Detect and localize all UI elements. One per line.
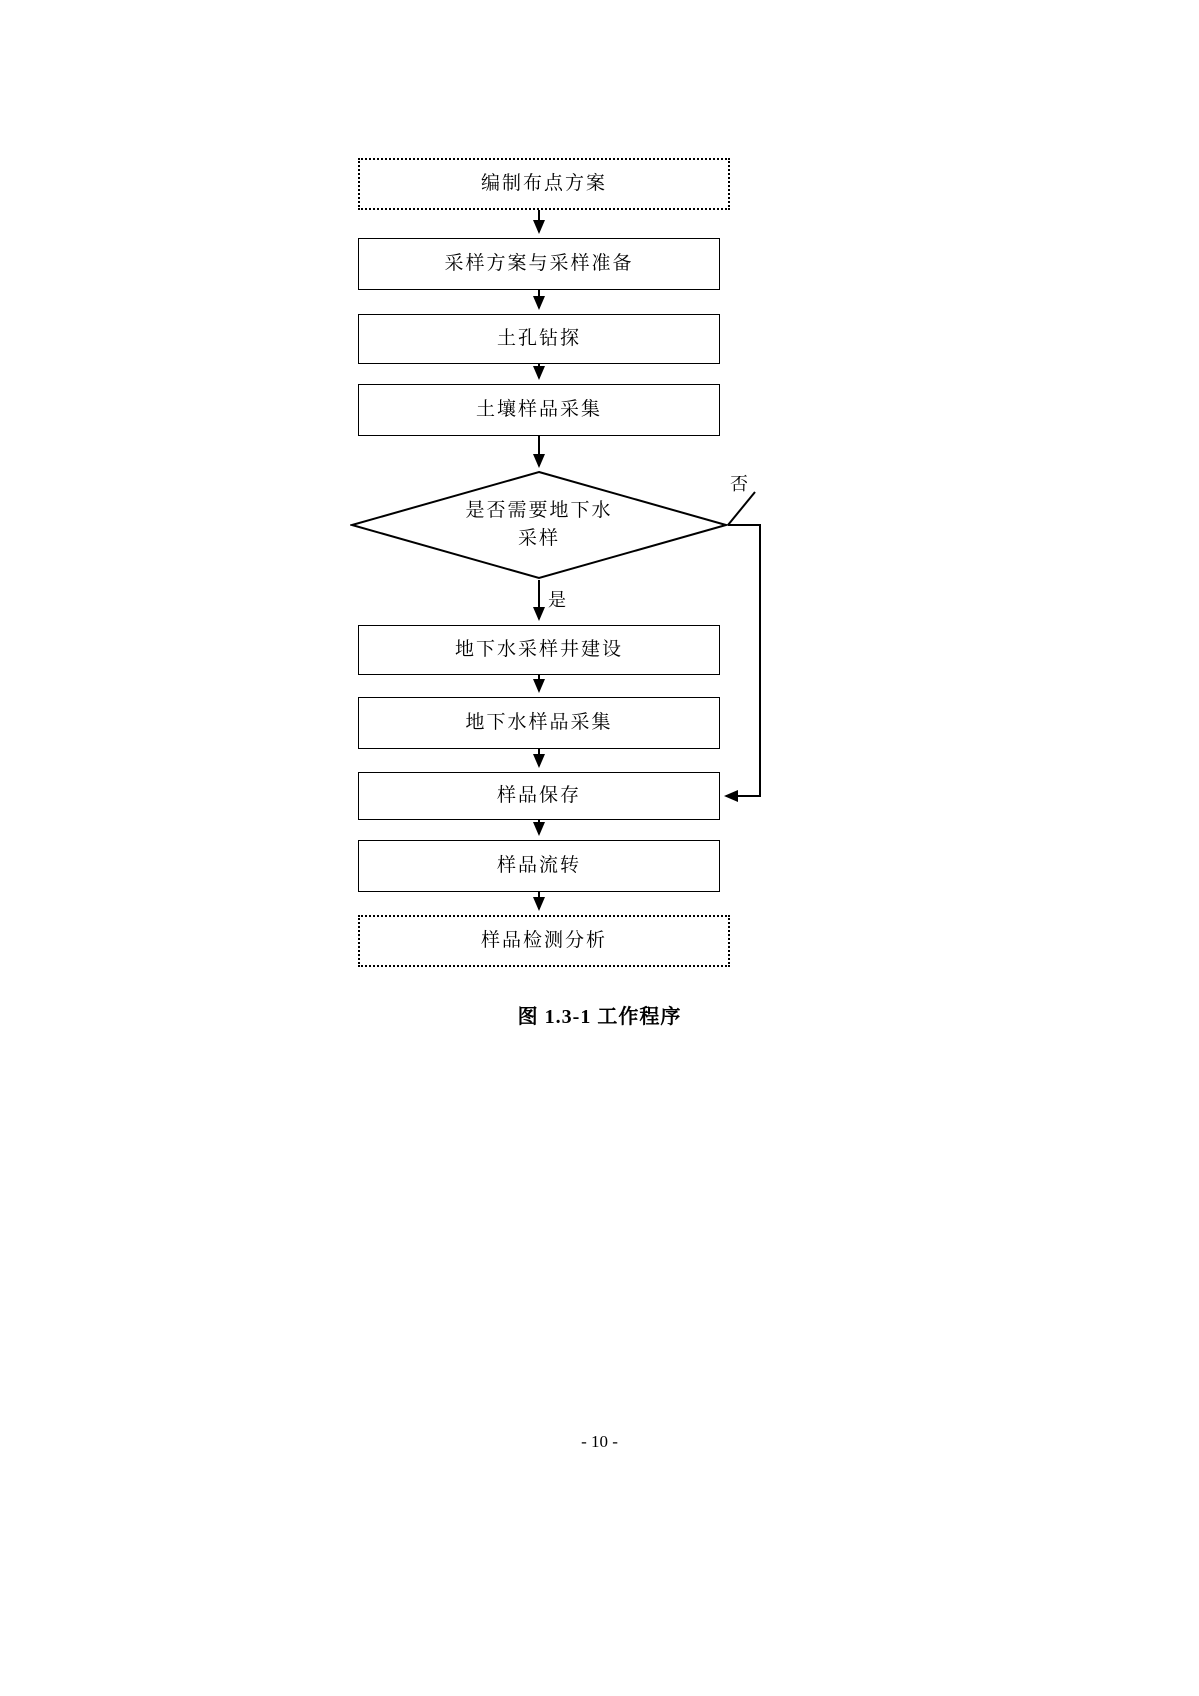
edge-label-no: 否 — [730, 474, 749, 494]
node-start-label: 编制布点方案 — [480, 173, 607, 195]
node-decision-label-line2: 采样 — [517, 528, 560, 549]
node-start — [358, 158, 730, 210]
edge-label-yes: 是 — [548, 590, 567, 610]
node-sample-analysis — [358, 915, 730, 967]
node-well-construction — [358, 625, 720, 675]
node-sample-analysis-label: 样品检测分析 — [480, 930, 607, 952]
node-groundwater-sampling-label: 地下水样品采集 — [465, 712, 613, 734]
node-sample-transfer — [358, 840, 720, 892]
flowchart — [330, 140, 800, 980]
node-sample-preservation — [358, 772, 720, 820]
node-sampling-plan — [358, 238, 720, 290]
node-sampling-plan-label: 采样方案与采样准备 — [444, 253, 634, 275]
node-well-construction-label: 地下水采样井建设 — [454, 639, 623, 661]
node-sample-transfer-label: 样品流转 — [496, 855, 581, 877]
node-borehole-drilling — [358, 314, 720, 364]
node-soil-sampling-label: 土壤样品采集 — [475, 399, 602, 421]
node-groundwater-sampling — [358, 697, 720, 749]
node-borehole-drilling-label: 土孔钻探 — [496, 328, 581, 350]
page-number: - 10 - — [581, 1432, 618, 1451]
node-decision-label-line1: 是否需要地下水 — [465, 499, 613, 521]
figure-caption: 图 1.3-1 工作程序 — [517, 1006, 682, 1028]
node-sample-preservation-label: 样品保存 — [496, 785, 581, 807]
node-soil-sampling — [358, 384, 720, 436]
node-decision-groundwater — [350, 470, 728, 580]
diamond-shape — [350, 470, 728, 580]
